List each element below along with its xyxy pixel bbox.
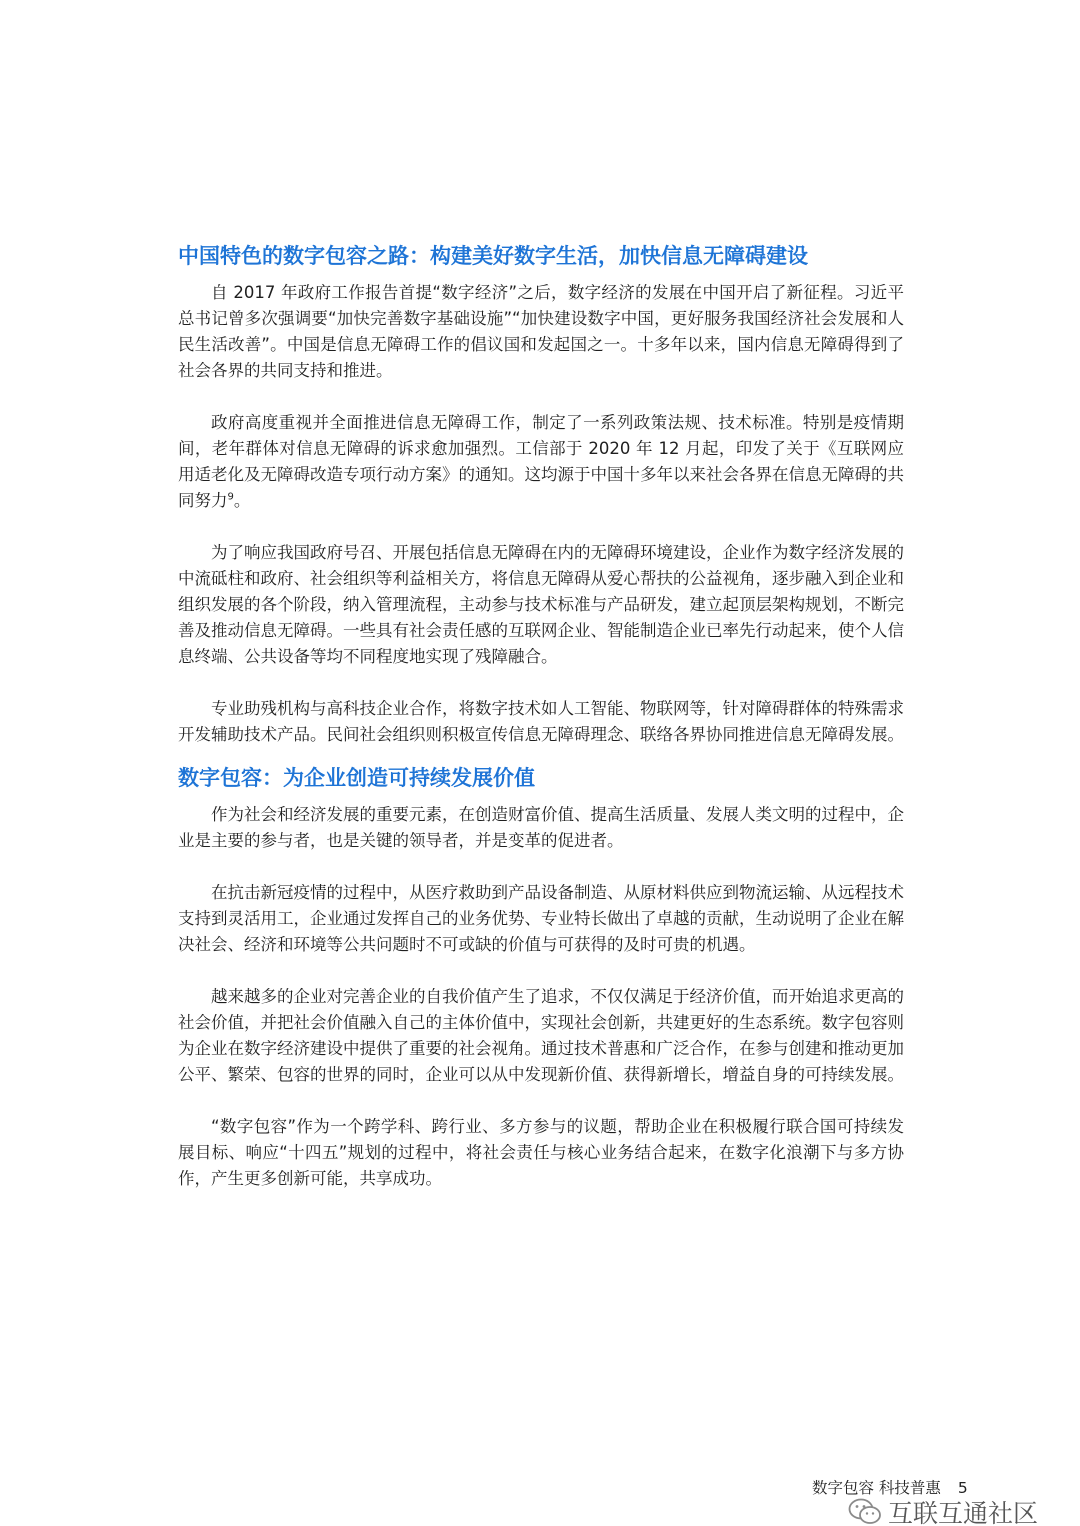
watermark xyxy=(848,1494,1038,1526)
main-content xyxy=(178,240,904,1218)
section2-heading: 数字包容：为企业创造可持续发展价值 xyxy=(178,766,535,790)
section1-paragraph: 专业助残机构与高科技企业合作，将数字技术如人工智能、物联网等，针对障碍群体的特殊需求开发辅助技术产品。民间社会组织则积极宣传信息无障碍理念、联络各界协同推进信息无障碍发展。 xyxy=(178,699,904,744)
footer-title: 数字包容 科技普惠 xyxy=(812,1479,941,1497)
paragraph-text: 。 xyxy=(233,491,251,510)
wechat-icon xyxy=(848,1497,882,1526)
section2-paragraph: “数字包容”作为一个跨学科、跨行业、多方参与的议题，帮助企业在积极履行联合国可持续发展目标、响应“十四五”规划的过程中，将社会责任与核心业务结合起来，在数字化浪潮下与多方协作，产生更多创新可能，共享成功。 xyxy=(178,1117,904,1188)
section1-paragraph: 自 2017 年政府工作报告首提“数字经济”之后，数字经济的发展在中国开启了新征程。习近平总书记曾多次强调要“加快完善数字基础设施”“加快建设数字中国，更好服务我国经济社会发展和人民生活改善”。中国是信息无障碍工作的倡议国和发起国之一。十多年以来，国内信息无障碍得到了社会各界的共同支持和推进。 xyxy=(178,283,904,380)
section2-paragraph: 越来越多的企业对完善企业的自我价值产生了追求，不仅仅满足于经济价值，而开始追求更高的社会价值，并把社会价值融入自己的主体价值中，实现社会创新，共建更好的生态系统。数字包容则为企业在数字经济建设中提供了重要的社会视角。通过技术普惠和广泛合作，在参与创建和推动更加公平、繁荣、包容的世界的同时，企业可以从中发现新价值、获得新增长，增益自身的可持续发展。 xyxy=(178,987,904,1084)
section2-paragraph: 在抗击新冠疫情的过程中，从医疗救助到产品设备制造、从原材料供应到物流运输、从远程技术支持到灵活用工，企业通过发挥自己的业务优势、专业特长做出了卓越的贡献，生动说明了企业在解决社会、经济和环境等公共问题时不可或缺的价值与可获得的及时可贵的机遇。 xyxy=(178,883,904,954)
paragraph-text: 政府高度重视并全面推进信息无障碍工作，制定了一系列政策法规、技术标准。特别是疫情期间，老年群体对信息无障碍的诉求愈加强烈。工信部于 2020 年 12 月起，印发了关于《互联网应用适老化及无障碍改造专项行动方案》的通知。这均源于中国十多年以来社会各界在信息无障碍的共同努力 xyxy=(178,413,904,510)
section1-heading: 中国特色的数字包容之路：构建美好数字生活，加快信息无障碍建设 xyxy=(178,244,808,268)
footnote-marker: 9 xyxy=(227,491,234,503)
page-number: 5 xyxy=(957,1479,968,1497)
section1-paragraph: 为了响应我国政府号召、开展包括信息无障碍在内的无障碍环境建设，企业作为数字经济发展的中流砥柱和政府、社会组织等利益相关方，将信息无障碍从爱心帮扶的公益视角，逐步融入到企业和组织发展的各个阶段，纳入管理流程，主动参与技术标准与产品研发，建立起顶层架构规划，不断完善及推动信息无障碍。一些具有社会责任感的互联网企业、智能制造企业已率先行动起来，使个人信息终端、公共设备等均不同程度地实现了残障融合。 xyxy=(178,543,904,666)
section1-paragraph xyxy=(178,410,904,514)
section2-paragraph: 作为社会和经济发展的重要元素，在创造财富价值、提高生活质量、发展人类文明的过程中，企业是主要的参与者，也是关键的领导者，并是变革的促进者。 xyxy=(178,805,904,850)
watermark-text: 互联互通社区 xyxy=(888,1499,1039,1526)
